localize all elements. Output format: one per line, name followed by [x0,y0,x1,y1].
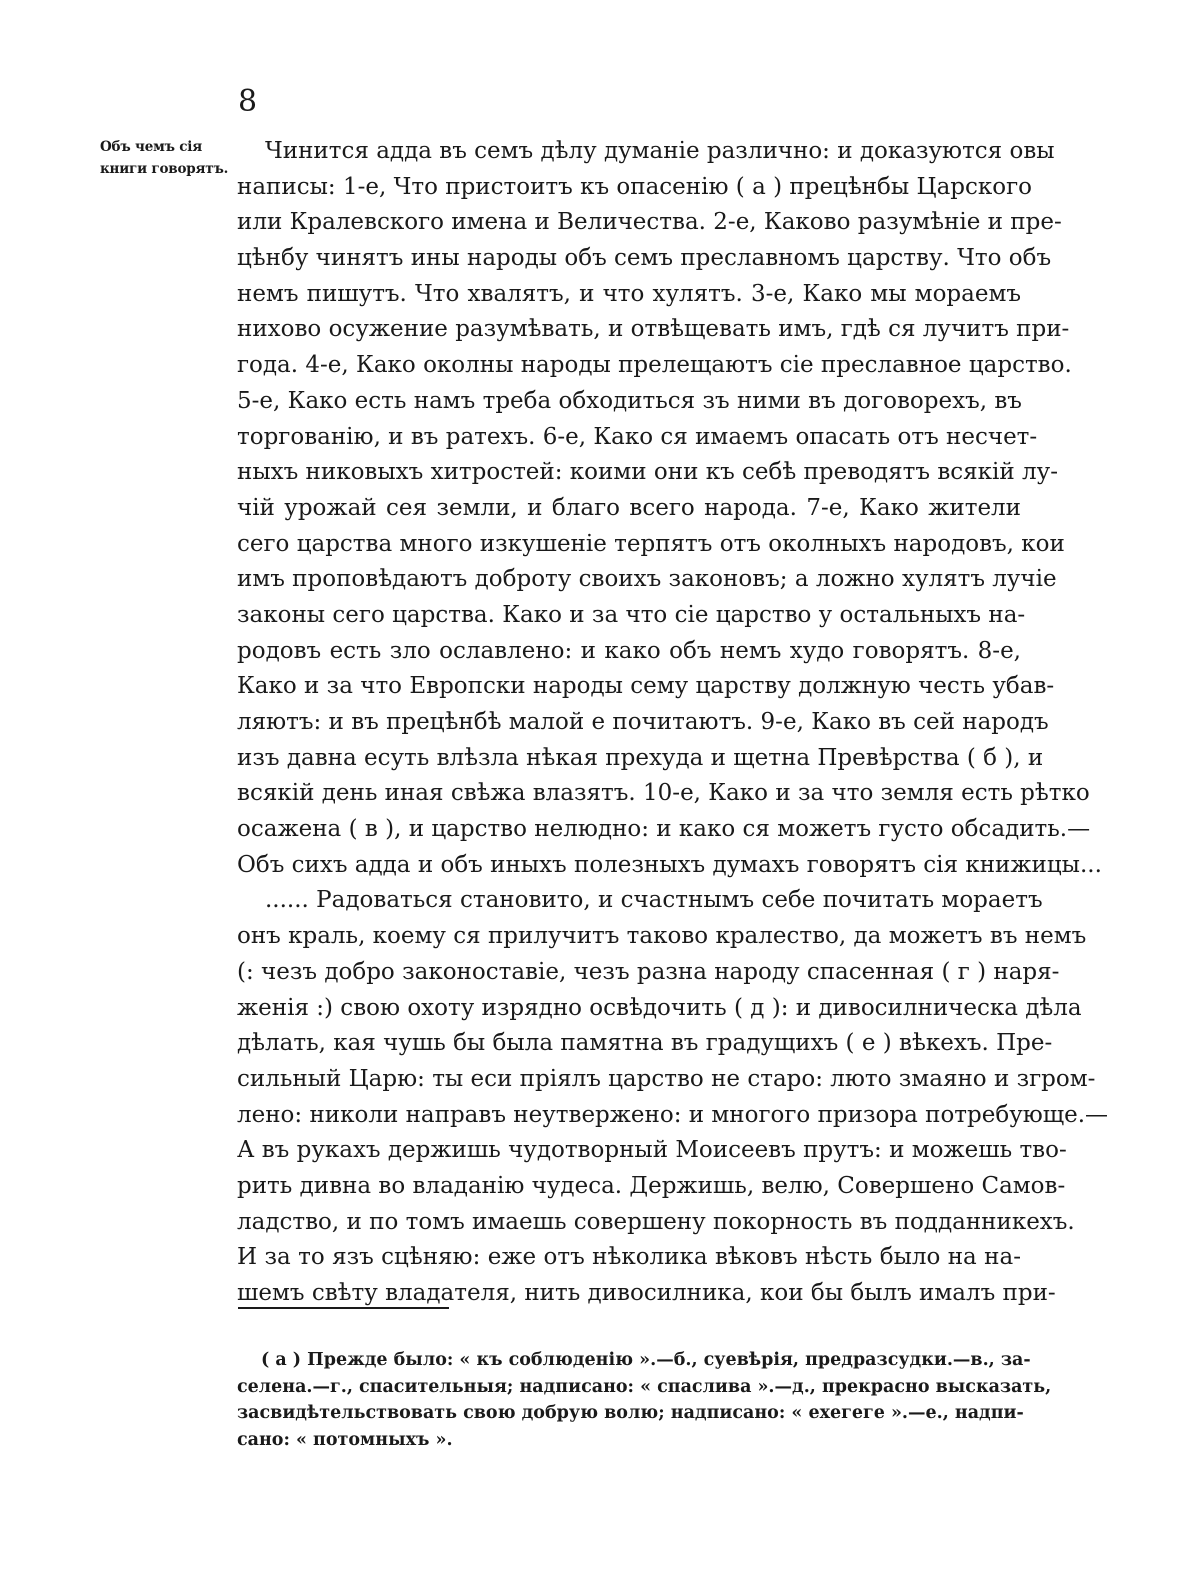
text-line: 5-е, Како есть намъ треба обходиться зъ ними въ договорехъ, въ [237,387,1022,414]
margin-note [100,136,240,180]
text-line: лено: николи направъ неутвержено: и многого призора потребующе.— [237,1101,1109,1128]
text-line: родовъ есть зло ославлено: и како объ немъ худо говорятъ. 8-е, [237,637,1021,664]
text-line: немъ пишутъ. Что хвалятъ, и что хулятъ. 3-е, Како мы мораемъ [237,280,1021,307]
text-line: ныхъ никовыхъ хитростей: коими они къ себѣ преводятъ всякій лу- [237,459,1058,486]
text-line: ...... Радоваться становито, и счастнымъ себе почитать мораетъ [265,887,1043,914]
text-line: осажена ( в ), и царство нелюдно: и како ся можетъ густо обсадить.— [237,816,1091,843]
text-line: И за то язъ сцѣняю: еже отъ нѣколика вѣковъ нѣсть было на на- [237,1244,1021,1271]
text-line: торгованію, и въ ратехъ. 6-е, Како ся имаемъ опасать отъ несчет- [237,423,1038,450]
footnote-line: сано: « потомныхъ ». [237,1429,453,1450]
footnote-line: селена.—г., спасительныя; надписано: « спаслива ».—д., прекрасно высказать, [237,1376,1052,1397]
page-number: 8 [238,84,258,119]
text-line: Объ сихъ адда и объ иныхъ полезныхъ думахъ говорятъ сія книжицы... [237,851,1102,878]
text-line: сего царства много изкушеніе терпятъ отъ околныхъ народовъ, кои [237,530,1065,557]
margin-note-line: Объ чемъ сія [100,139,202,155]
text-line: дѣлать, кая чушь бы была памятна въ градущихъ ( е ) вѣкехъ. Пре- [237,1030,1053,1057]
footnote-line: засвидѣтельствовать свою добрую волю; надписано: « exегеге ».—е., надпи- [237,1403,1024,1423]
text-line: А въ рукахъ держишь чудотворный Моисеевъ прутъ: и можешь тво- [237,1137,1067,1164]
text-line: ладство, и по томъ имаешь совершену покорность въ подданникехъ. [237,1208,1075,1235]
body-text [237,134,1109,1312]
text-line: имъ проповѣдаютъ доброту своихъ законовъ; а ложно хулятъ лучіе [237,566,1057,593]
text-line: написы: 1-е, Что пристоитъ къ опасенію ( а ) прецѣнбы Царского [237,173,1033,200]
text-line: чій урожай сея земли, и благо всего народа. 7-е, Како жители [237,494,1021,521]
text-line: нихово осужение разумѣвать, и отвѣщевать имъ, гдѣ ся лучитъ при- [237,316,1070,343]
text-line: или Кралевского имена и Величества. 2-е, Каково разумѣніе и пре- [237,209,1062,236]
text-line: Чинится адда въ семъ дѣлу думаніе различно: и доказуются овы [265,138,1055,164]
text-line: (: чезъ добро законоставіе, чезъ разна народу спасенная ( г ) наря- [237,958,1060,985]
footnotes [237,1347,1052,1453]
text-line: законы сего царства. Како и за что сіе царство у остальныхъ на- [237,601,1026,628]
text-line: изъ давна есуть влѣзла нѣкая прехуда и щетна Превѣрства ( б ), и [237,744,1044,771]
margin-note-line: книги говорятъ. [100,161,229,177]
text-line: Како и за что Европски народы сему царству должную честь убав- [237,673,1055,700]
text-line: онъ краль, коему ся прилучитъ таково кралество, да можетъ въ немъ [237,923,1087,950]
footnote-separator [238,1307,449,1309]
text-line: сильный Царю: ты еси пріялъ царство не старо: люто змаяно и згром- [237,1065,1096,1092]
text-line: рить дивна во владанію чудеса. Держишь, велю, Совершено Самов- [237,1172,1066,1199]
text-line: цѣнбу чинятъ ины народы объ семъ преславномъ царству. Что объ [237,245,1052,272]
text-line: всякій день иная свѣжа влазятъ. 10-е, Како и за что земля есть рѣтко [237,780,1090,807]
text-line: года. 4-е, Како околны народы прелещаютъ сіе преславное царство. [237,352,1072,379]
text-line: женія :) свою охоту изрядно освѣдочить ( д ): и дивосилническа дѣла [237,994,1082,1021]
text-line: ляютъ: и въ прецѣнбѣ малой е почитаютъ. 9-е, Како въ сей народъ [237,709,1049,735]
footnote-line: ( а ) Прежде было: « къ соблюденію ».—б., суевѣрія, предразсудки.—в., за- [261,1350,1031,1370]
text-line: шемъ свѣту владателя, нить дивосилника, кои бы былъ ималъ при- [237,1280,1056,1306]
